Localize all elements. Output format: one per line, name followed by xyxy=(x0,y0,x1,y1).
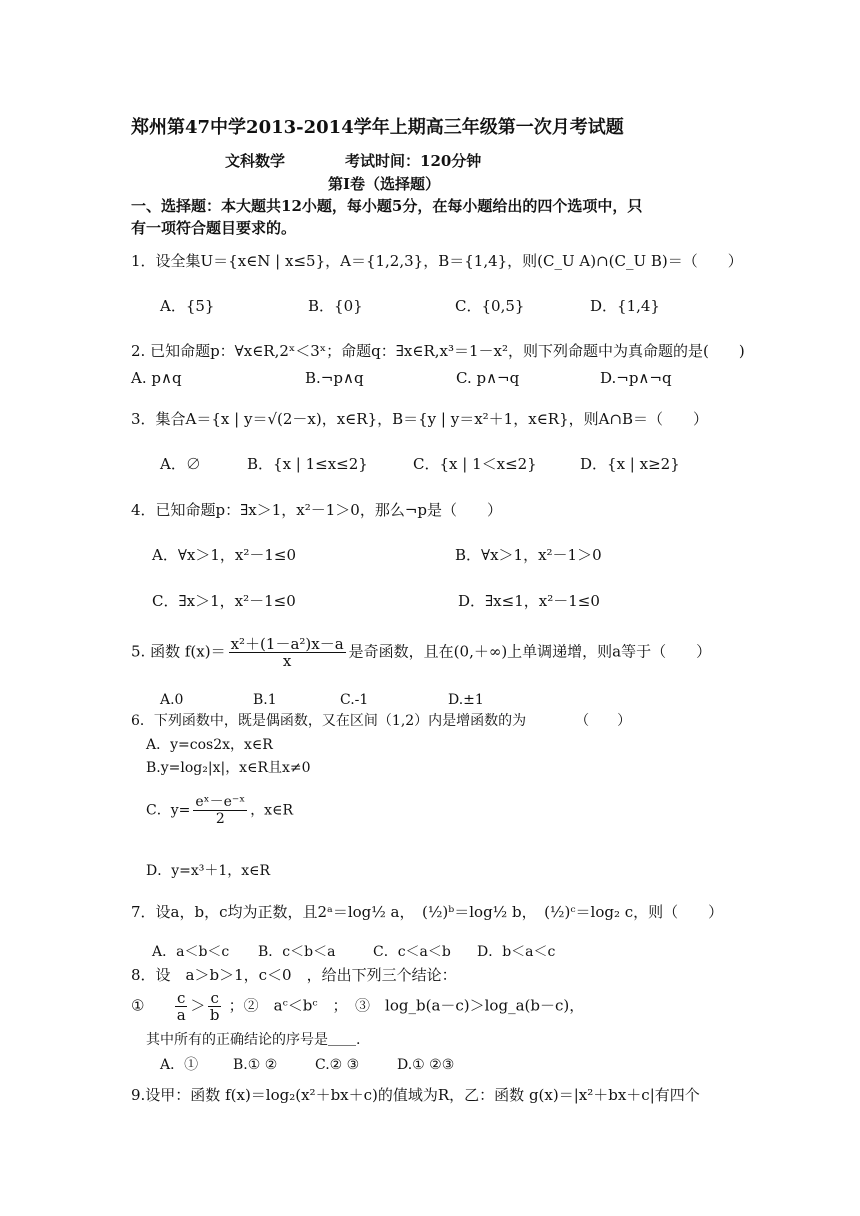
q8-option-a: A．① xyxy=(160,1057,199,1073)
q5-stem xyxy=(131,636,711,669)
page-title: 郑州第47中学2013-2014学年上期高三年级第一次月考试题 xyxy=(131,117,624,138)
q8-conclusions-rest: ；② aᶜ＜bᶜ ； ③ log_b(a－c)＞log_a(b－c)， xyxy=(228,996,585,1015)
q6-option-a: A．y=cos2x，x∈R xyxy=(146,737,273,753)
q2-option-d: D.¬p∧¬q xyxy=(600,369,672,387)
subject-label: 文科数学 xyxy=(225,152,286,170)
q8-stem: 8．设 a＞b＞1，c＜0 ，给出下列三个结论： xyxy=(131,966,457,984)
q8-tail: 其中所有的正确结论的序号是＿＿. xyxy=(146,1032,361,1048)
q8-greater-sign: ＞ xyxy=(190,996,206,1015)
q3-option-d: D．{x | x≥2} xyxy=(580,455,680,473)
q4-option-b: B．∀x＞1，x²－1＞0 xyxy=(455,546,602,564)
q4-option-c: C．∃x＞1，x²－1≤0 xyxy=(152,592,296,610)
q9-stem: 9.设甲：函数 f(x)＝log₂(x²＋bx＋c)的值域为R，乙：函数 g(x)＝|x²＋bx＋c|有四个 xyxy=(131,1086,700,1104)
q5-denominator: x xyxy=(282,652,292,670)
section-heading-line1: 一、选择题：本大题共12小题，每小题5分，在每小题给出的四个选项中，只 xyxy=(131,197,643,215)
q2-option-b: B.¬p∧q xyxy=(305,369,364,387)
q2-option-a: A. p∧q xyxy=(131,369,182,387)
q3-stem: 3．集合A＝{x | y＝√(2－x)，x∈R}，B＝{y | y＝x²＋1，x∈R}，则A∩B＝（ ） xyxy=(131,410,709,428)
q6-option-d: D．y=x³＋1，x∈R xyxy=(146,863,271,879)
q1-option-a: A．{5} xyxy=(160,297,215,315)
q5-option-c: C.-1 xyxy=(340,692,369,708)
q6-option-c xyxy=(146,794,293,827)
q7-option-b: B．c＜b＜a xyxy=(258,944,336,960)
q6-option-c-denominator: 2 xyxy=(215,811,225,827)
q5-option-a: A.0 xyxy=(160,692,184,708)
q8-frac2-num: c xyxy=(210,989,219,1007)
q7-option-c: C．c＜a＜b xyxy=(373,944,451,960)
part-title: 第Ⅰ卷（选择题） xyxy=(328,175,441,193)
q7-option-a: A．a＜b＜c xyxy=(152,944,230,960)
q8-fraction-c-over-b xyxy=(208,990,220,1023)
q2-stem: 2. 已知命题p：∀x∈R,2ˣ＜3ˣ；命题q：∃x∈R,x³＝1－x²，则下列命题中为真命题的是( ) xyxy=(131,342,745,360)
q8-frac1-den: a xyxy=(176,1006,186,1024)
q5-stem-prefix: 5. 函数 f(x)＝ xyxy=(131,642,226,661)
q5-option-b: B.1 xyxy=(253,692,277,708)
q8-conclusion-1-marker: ① xyxy=(131,996,145,1015)
q5-option-d: D.±1 xyxy=(448,692,484,708)
q5-stem-suffix: 是奇函数，且在(0,＋∞)上单调递增，则a等于（ ） xyxy=(348,642,712,661)
q6-option-b: B.y=log₂|x|，x∈R且x≠0 xyxy=(146,760,311,776)
q6-stem: 6．下列函数中，既是偶函数，又在区间（1,2）内是增函数的为 （ ） xyxy=(131,713,632,729)
q7-option-d: D．b＜a＜c xyxy=(477,944,556,960)
q8-frac1-num: c xyxy=(177,989,186,1007)
q8-option-b: B.① ② xyxy=(233,1057,278,1073)
q3-option-b: B．{x | 1≤x≤2} xyxy=(247,455,368,473)
q4-stem: 4．已知命题p：∃x＞1，x²－1＞0，那么¬p是（ ） xyxy=(131,501,503,519)
exam-time: 考试时间：120分钟 xyxy=(345,152,482,170)
q6-option-c-fraction xyxy=(193,794,247,827)
q1-option-b: B．{0} xyxy=(308,297,363,315)
q1-option-c: C．{0,5} xyxy=(455,297,525,315)
q8-frac2-den: b xyxy=(209,1006,220,1024)
section-heading-line2: 有一项符合题目要求的。 xyxy=(131,219,297,237)
q8-fraction-c-over-a xyxy=(175,990,187,1023)
q6-option-c-numerator: eˣ－e⁻ˣ xyxy=(195,794,246,810)
q4-option-a: A．∀x＞1，x²－1≤0 xyxy=(152,546,297,564)
q5-numerator: x²＋(1－a²)x－a xyxy=(230,635,344,653)
q1-option-d: D．{1,4} xyxy=(590,297,660,315)
q8-option-c: C.② ③ xyxy=(315,1057,360,1073)
q8-option-d: D.① ②③ xyxy=(397,1057,455,1073)
q3-option-c: C．{x | 1＜x≤2} xyxy=(413,455,537,473)
q7-stem: 7．设a，b，c均为正数，且2ᵃ＝log½ a， (½)ᵇ＝log½ b， (½)ᶜ＝log₂ c，则（ ） xyxy=(131,903,724,921)
q2-option-c: C. p∧¬q xyxy=(456,369,520,387)
q6-option-c-suffix: ，x∈R xyxy=(250,802,293,819)
q3-option-a: A．∅ xyxy=(160,455,201,473)
q8-conclusions xyxy=(131,990,584,1023)
q5-fraction xyxy=(229,636,346,669)
q1-stem: 1．设全集U＝{x∈N | x≤5}，A＝{1,2,3}，B＝{1,4}，则(C_U A)∩(C_U B)＝（ ） xyxy=(131,252,743,270)
q6-option-c-prefix: C．y= xyxy=(146,802,191,819)
q4-option-d: D．∃x≤1，x²－1≤0 xyxy=(458,592,600,610)
